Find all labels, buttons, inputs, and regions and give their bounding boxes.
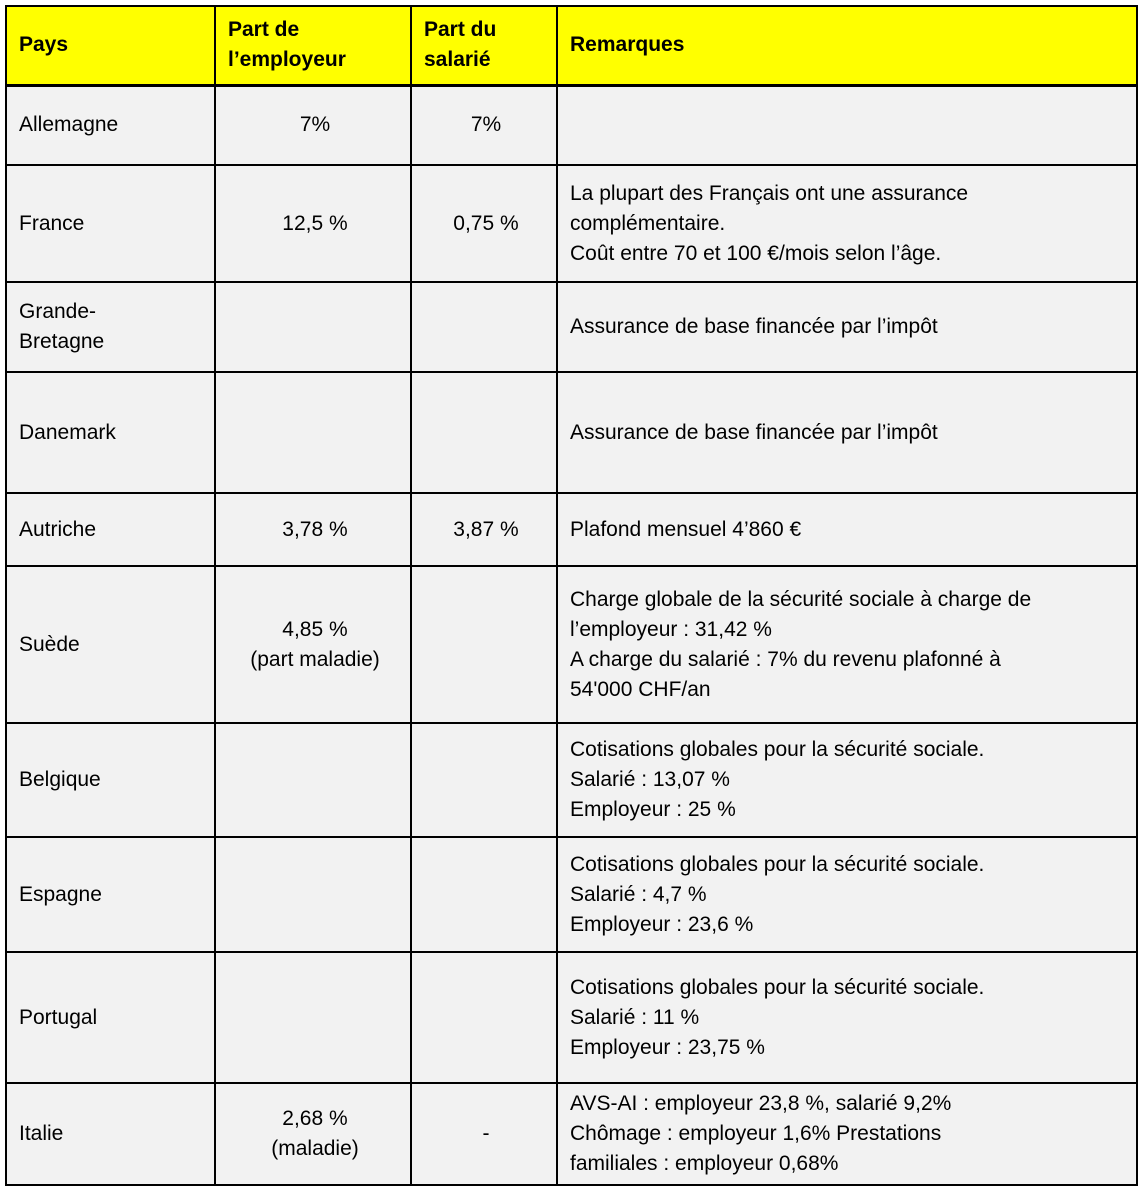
cell-part-salarie: - bbox=[411, 1083, 557, 1185]
table-row bbox=[6, 85, 1137, 165]
cell-part-employeur: 12,5 % bbox=[215, 165, 411, 282]
table-row bbox=[6, 566, 1137, 723]
cell-part-employeur bbox=[215, 837, 411, 952]
table-row bbox=[6, 372, 1137, 493]
table-row bbox=[6, 837, 1137, 952]
cell-pays: Allemagne bbox=[6, 85, 215, 165]
cell-remarques: AVS-AI : employeur 23,8 %, salarié 9,2% Chômage : employeur 1,6% Prestations familiales : employeur 0,68% bbox=[557, 1083, 1137, 1185]
cell-part-salarie: 3,87 % bbox=[411, 493, 557, 566]
cell-remarques: Charge globale de la sécurité sociale à charge de l’employeur : 31,42 % A charge du salarié : 7% du revenu plafonné à 54'000 CHF/an bbox=[557, 566, 1137, 723]
cell-part-employeur bbox=[215, 372, 411, 493]
header-cell-pays: Pays bbox=[6, 6, 215, 85]
cell-part-salarie: 0,75 % bbox=[411, 165, 557, 282]
table-row bbox=[6, 723, 1137, 837]
cell-pays: Danemark bbox=[6, 372, 215, 493]
cell-pays: Italie bbox=[6, 1083, 215, 1185]
header-cell-remarques: Remarques bbox=[557, 6, 1137, 85]
cell-part-employeur bbox=[215, 282, 411, 372]
cell-pays: Portugal bbox=[6, 952, 215, 1083]
cell-remarques: Cotisations globales pour la sécurité sociale. Salarié : 11 % Employeur : 23,75 % bbox=[557, 952, 1137, 1083]
cell-part-employeur bbox=[215, 952, 411, 1083]
cell-part-salarie bbox=[411, 372, 557, 493]
cell-part-salarie bbox=[411, 837, 557, 952]
table-row bbox=[6, 282, 1137, 372]
cell-remarques: La plupart des Français ont une assurance complémentaire. Coût entre 70 et 100 €/mois selon l’âge. bbox=[557, 165, 1137, 282]
cell-part-employeur bbox=[215, 723, 411, 837]
cell-remarques: Plafond mensuel 4’860 € bbox=[557, 493, 1137, 566]
cell-part-salarie bbox=[411, 566, 557, 723]
cell-pays: Suède bbox=[6, 566, 215, 723]
cell-part-salarie bbox=[411, 282, 557, 372]
cell-part-employeur: 4,85 % (part maladie) bbox=[215, 566, 411, 723]
cell-pays: Belgique bbox=[6, 723, 215, 837]
cell-pays: Autriche bbox=[6, 493, 215, 566]
cell-pays: France bbox=[6, 165, 215, 282]
table-row bbox=[6, 165, 1137, 282]
cell-part-employeur: 2,68 % (maladie) bbox=[215, 1083, 411, 1185]
cell-remarques: Cotisations globales pour la sécurité sociale. Salarié : 4,7 % Employeur : 23,6 % bbox=[557, 837, 1137, 952]
cell-remarques bbox=[557, 85, 1137, 165]
header-row bbox=[6, 6, 1137, 85]
cell-part-employeur: 7% bbox=[215, 85, 411, 165]
country-insurance-table bbox=[5, 5, 1138, 1186]
cell-remarques: Assurance de base financée par l’impôt bbox=[557, 372, 1137, 493]
cell-pays: Espagne bbox=[6, 837, 215, 952]
cell-remarques: Assurance de base financée par l’impôt bbox=[557, 282, 1137, 372]
table-row bbox=[6, 493, 1137, 566]
table-row bbox=[6, 952, 1137, 1083]
table-row bbox=[6, 1083, 1137, 1185]
cell-part-employeur: 3,78 % bbox=[215, 493, 411, 566]
cell-part-salarie bbox=[411, 723, 557, 837]
cell-part-salarie: 7% bbox=[411, 85, 557, 165]
header-cell-part-salarie: Part du salarié bbox=[411, 6, 557, 85]
cell-pays: Grande- Bretagne bbox=[6, 282, 215, 372]
cell-remarques: Cotisations globales pour la sécurité sociale. Salarié : 13,07 % Employeur : 25 % bbox=[557, 723, 1137, 837]
cell-part-salarie bbox=[411, 952, 557, 1083]
header-cell-part-employeur: Part de l’employeur bbox=[215, 6, 411, 85]
